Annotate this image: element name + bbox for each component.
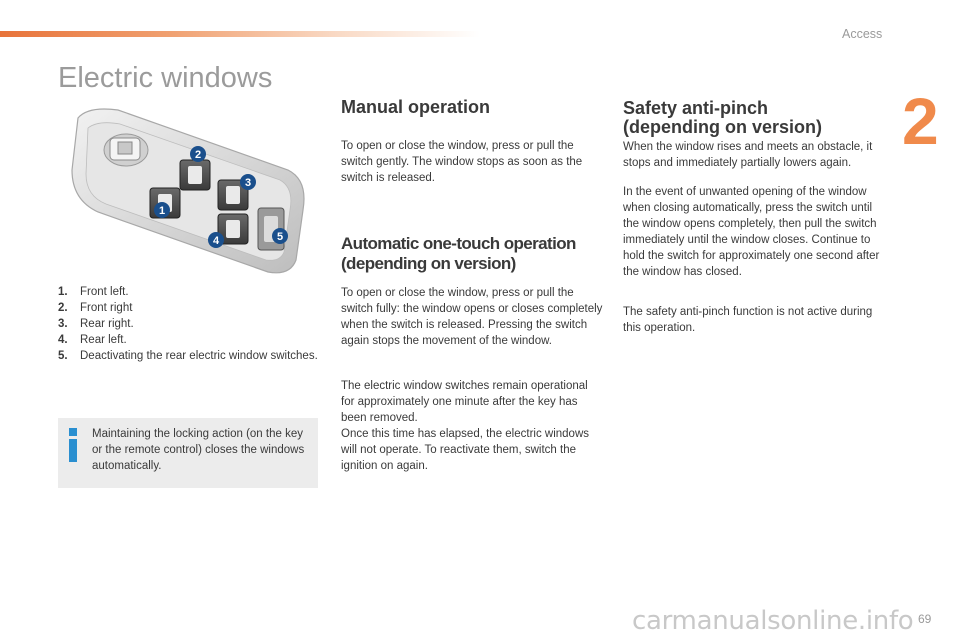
automatic-operation-text2: The electric window switches remain operational for approximately one minute after the key has been removed. bbox=[341, 380, 588, 424]
legend-text: Front right bbox=[80, 302, 133, 314]
legend-item bbox=[58, 284, 318, 300]
manual-operation-text: To open or close the window, press or pull the switch gently. The window stops as soon as the switch is released. bbox=[341, 140, 583, 184]
legend-number: 2. bbox=[58, 302, 68, 314]
window-switch-panel-illustration bbox=[58, 100, 316, 278]
info-note-text: Maintaining the locking action (on the key or the remote control) closes the windows automatically. bbox=[92, 428, 305, 472]
callout-4 bbox=[208, 232, 224, 248]
automatic-operation-heading-line2: (depending on version) bbox=[341, 254, 516, 273]
callout-5-label: 5 bbox=[276, 231, 284, 243]
section-label: Access bbox=[842, 27, 883, 41]
legend-text: Deactivating the rear electric window switches. bbox=[80, 350, 318, 362]
legend-number: 1. bbox=[58, 286, 68, 298]
legend-item bbox=[58, 300, 318, 316]
watermark-text: carmanualsonline.info bbox=[632, 606, 914, 636]
safety-text3: The safety anti-pinch function is not active during this operation. bbox=[623, 306, 873, 334]
legend-number: 3. bbox=[58, 318, 68, 330]
safety-anti-pinch-section bbox=[623, 99, 889, 336]
legend-item bbox=[58, 348, 318, 364]
callout-3 bbox=[240, 174, 256, 190]
callout-2-label: 2 bbox=[194, 149, 202, 161]
callout-1-label: 1 bbox=[158, 205, 166, 217]
legend-text: Front left. bbox=[80, 286, 129, 298]
page-number: 69 bbox=[918, 612, 932, 626]
automatic-operation-text: To open or close the window, press or pull the switch fully: the window opens or closes completely when the switch is released. Pressing the switch again stops the movement of the window. bbox=[341, 287, 603, 347]
safety-heading-line1: Safety anti-pinch bbox=[623, 98, 769, 118]
legend-text: Rear right. bbox=[80, 318, 134, 330]
legend-text: Rear left. bbox=[80, 334, 127, 346]
legend-item bbox=[58, 316, 318, 332]
callout-1 bbox=[154, 202, 170, 218]
safety-text: When the window rises and meets an obstacle, it stops and immediately partially lowers again. bbox=[623, 141, 873, 169]
manual-operation-heading: Manual operation bbox=[341, 97, 491, 117]
callout-3-label: 3 bbox=[244, 177, 252, 189]
legend-number: 5. bbox=[58, 350, 68, 362]
info-icon bbox=[68, 428, 78, 462]
safety-heading-line2: (depending on version) bbox=[623, 117, 823, 137]
info-note-box bbox=[58, 418, 318, 488]
callout-2 bbox=[190, 146, 206, 162]
callout-5 bbox=[272, 228, 288, 244]
automatic-operation-text3: Once this time has elapsed, the electric windows will not operate. To reactivate them, switch the ignition on again. bbox=[341, 428, 590, 472]
automatic-operation-section bbox=[341, 234, 603, 474]
legend-number: 4. bbox=[58, 334, 68, 346]
automatic-operation-heading-line1: Automatic one-touch operation bbox=[341, 234, 576, 253]
header-accent-bar bbox=[0, 31, 480, 37]
figure-legend bbox=[58, 284, 318, 364]
page-title: Electric windows bbox=[58, 62, 273, 94]
chapter-number: 2 bbox=[902, 84, 939, 158]
manual-operation-section bbox=[341, 98, 603, 186]
legend-item bbox=[58, 332, 318, 348]
callout-4-label: 4 bbox=[212, 235, 220, 247]
switch-front-right bbox=[180, 160, 210, 190]
safety-text2: In the event of unwanted opening of the window when closing automatically, press the switch until the window opens completely, then pull the switch immediately until the window closes. Continue to hold the switch for approximately one second after the window has closed. bbox=[623, 186, 880, 278]
